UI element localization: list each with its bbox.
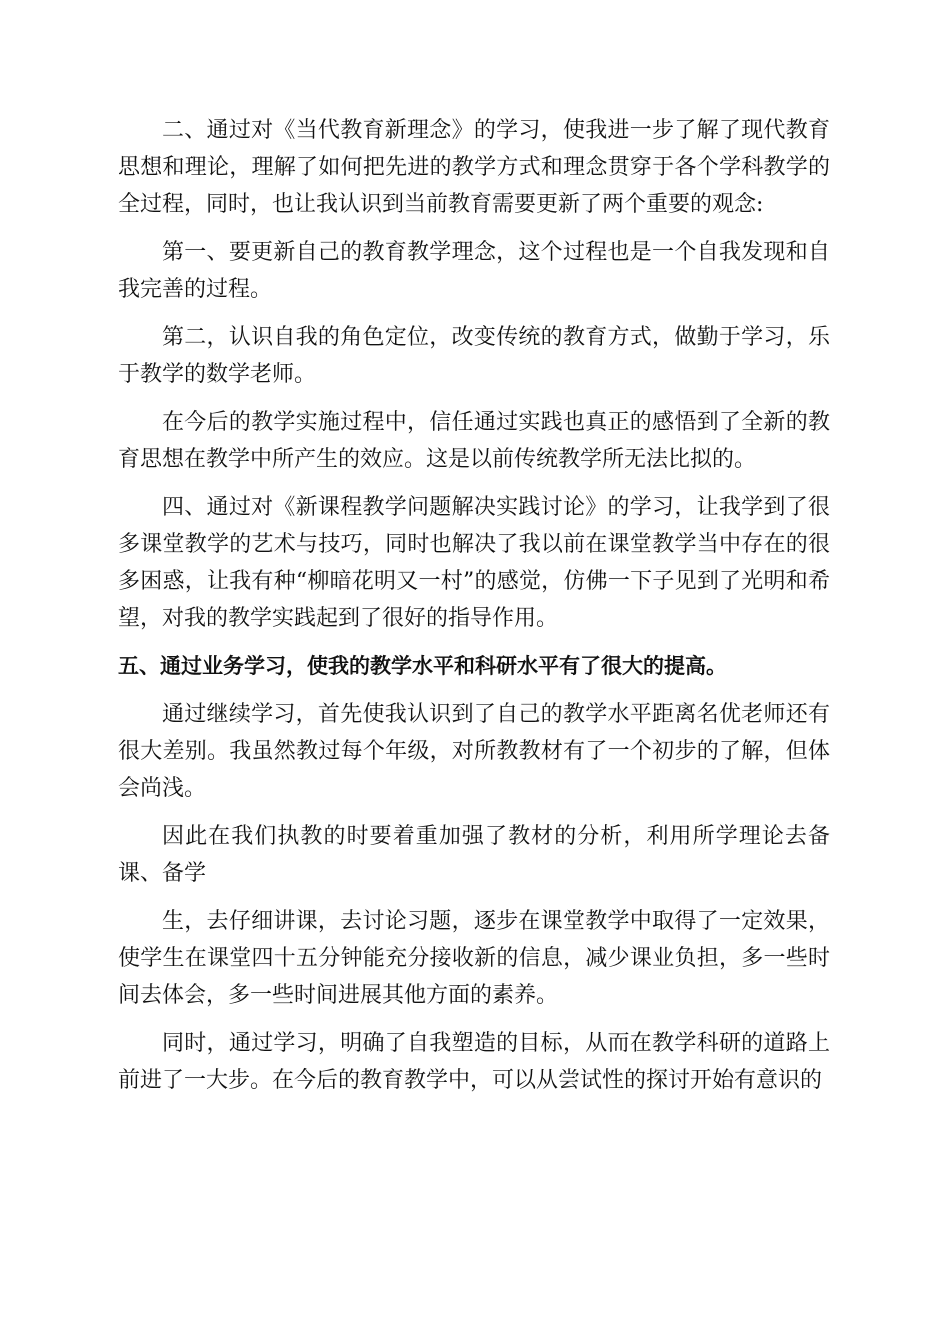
document-body bbox=[118, 112, 830, 1110]
paragraph-section-two: 二、通过对《当代教育新理念》的学习，使我进一步了解了现代教育思想和理论，理解了如何把先进的教学方式和理念贯穿于各个学科教学的全过程，同时，也让我认识到当前教育需要更新了两个重要的观念: bbox=[118, 118, 830, 217]
paragraph-section-four: 四、通过对《新课程教学问题解决实践讨论》的学习，让我学到了很多课堂教学的艺术与技巧，同时也解决了我以前在课堂教学当中存在的很多困惑，让我有种“柳暗花明又一村”的感觉，仿佛一下子见到了光明和希望，对我的教学实践起到了很好的指导作用。 bbox=[118, 495, 830, 631]
paragraph-continuing-study: 通过继续学习，首先使我认识到了自己的教学水平距离名优老师还有很大差别。我虽然教过每个年级，对所教教材有了一个初步的了解，但体会尚浅。 bbox=[118, 702, 830, 801]
paragraph-point-two: 第二，认识自我的角色定位，改变传统的教育方式，做勤于学习，乐于教学的数学老师。 bbox=[118, 325, 830, 387]
paragraph-classroom-effect: 生，去仔细讲课，去讨论习题，逐步在课堂教学中取得了一定效果，使学生在课堂四十五分钟能充分接收新的信息，减少课业负担，多一些时间去体会，多一些时间进展其他方面的素养。 bbox=[118, 909, 830, 1008]
paragraph-lesson-preparation: 因此在我们执教的时要着重加强了教材的分析，利用所学理论去备课、备学 bbox=[118, 824, 830, 886]
paragraph-research-goal: 同时，通过学习，明确了自我塑造的目标，从而在教学科研的道路上前进了一大步。在今后的教育教学中，可以从尝试性的探讨开始有意识的 bbox=[118, 1031, 830, 1093]
paragraph-practice: 在今后的教学实施过程中，信任通过实践也真正的感悟到了全新的教育思想在教学中所产生的效应。这是以前传统教学所无法比拟的。 bbox=[118, 410, 830, 472]
section-five-heading: 五、通过业务学习，使我的教学水平和科研水平有了很大的提高。 bbox=[118, 654, 727, 678]
paragraph-point-one: 第一、要更新自己的教育教学理念，这个过程也是一个自我发现和自我完善的过程。 bbox=[118, 240, 830, 302]
